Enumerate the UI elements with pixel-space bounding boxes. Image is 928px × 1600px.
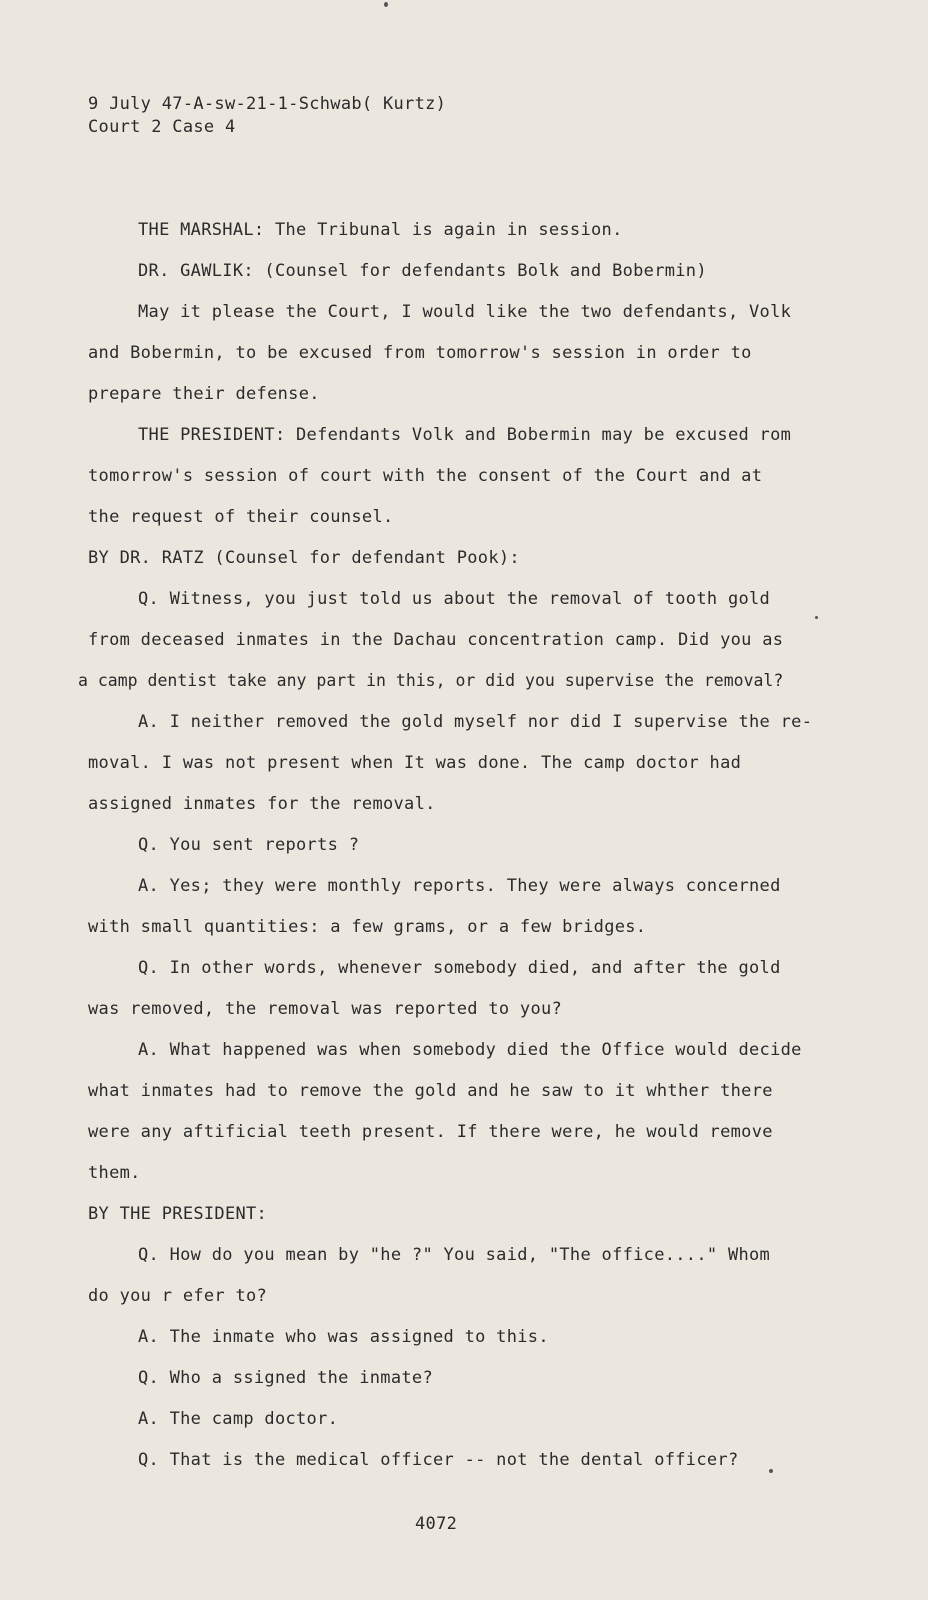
text-line: from deceased inmates in the Dachau concentration camp. Did you as [88, 630, 784, 650]
text-line: Q. In other words, whenever somebody died, and after the gold [138, 958, 781, 978]
text-line: DR. GAWLIK: (Counsel for defendants Bolk and Bobermin) [138, 261, 707, 281]
header-line-2: Court 2 Case 4 [88, 117, 236, 137]
text-line: were any aftificial teeth present. If there were, he would remove [88, 1122, 773, 1142]
text-line: with small quantities: a few grams, or a few bridges. [88, 917, 647, 937]
text-line: A. The inmate who was assigned to this. [138, 1327, 549, 1347]
text-line: A. What happened was when somebody died the Office would decide [138, 1040, 802, 1060]
paper-speck [769, 1469, 773, 1473]
header-line-1: 9 July 47-A-sw-21-1-Schwab( Kurtz) [88, 94, 447, 114]
text-line: Q. How do you mean by "he ?" You said, "The office...." Whom [138, 1245, 771, 1265]
text-line: was removed, the removal was reported to you? [88, 999, 563, 1019]
text-line: do you r efer to? [88, 1286, 268, 1306]
text-line: tomorrow's session of court with the consent of the Court and at [88, 466, 763, 486]
text-line: what inmates had to remove the gold and he saw to it whther there [88, 1081, 773, 1101]
text-line: THE PRESIDENT: Defendants Volk and Bobermin may be excused rom [138, 425, 792, 445]
paper-speck [384, 2, 388, 7]
text-line: Q. You sent reports ? [138, 835, 360, 855]
text-line: a camp dentist take any part in this, or did you supervise the removal? [78, 671, 784, 690]
text-line: assigned inmates for the removal. [88, 794, 436, 814]
text-line: them. [88, 1163, 141, 1183]
text-line: THE MARSHAL: The Tribunal is again in session. [138, 220, 623, 240]
text-line: Q. That is the medical officer -- not the dental officer? [138, 1450, 739, 1470]
page-number: 4072 [415, 1514, 458, 1534]
text-line: the request of their counsel. [88, 507, 394, 527]
paper-speck [815, 616, 818, 619]
text-line: moval. I was not present when It was done. The camp doctor had [88, 753, 742, 773]
text-line: Q. Who a ssigned the inmate? [138, 1368, 433, 1388]
text-line: May it please the Court, I would like the two defendants, Volk [138, 302, 792, 322]
text-line: and Bobermin, to be excused from tomorrow's session in order to [88, 343, 752, 363]
text-line: A. The camp doctor. [138, 1409, 339, 1429]
text-line: A. I neither removed the gold myself nor did I supervise the re- [138, 712, 813, 732]
text-line: Q. Witness, you just told us about the removal of tooth gold [138, 589, 771, 609]
text-line: prepare their defense. [88, 384, 320, 404]
text-line: A. Yes; they were monthly reports. They were always concerned [138, 876, 781, 896]
text-line: BY THE PRESIDENT: [88, 1204, 268, 1224]
text-line: BY DR. RATZ (Counsel for defendant Pook): [88, 548, 520, 568]
